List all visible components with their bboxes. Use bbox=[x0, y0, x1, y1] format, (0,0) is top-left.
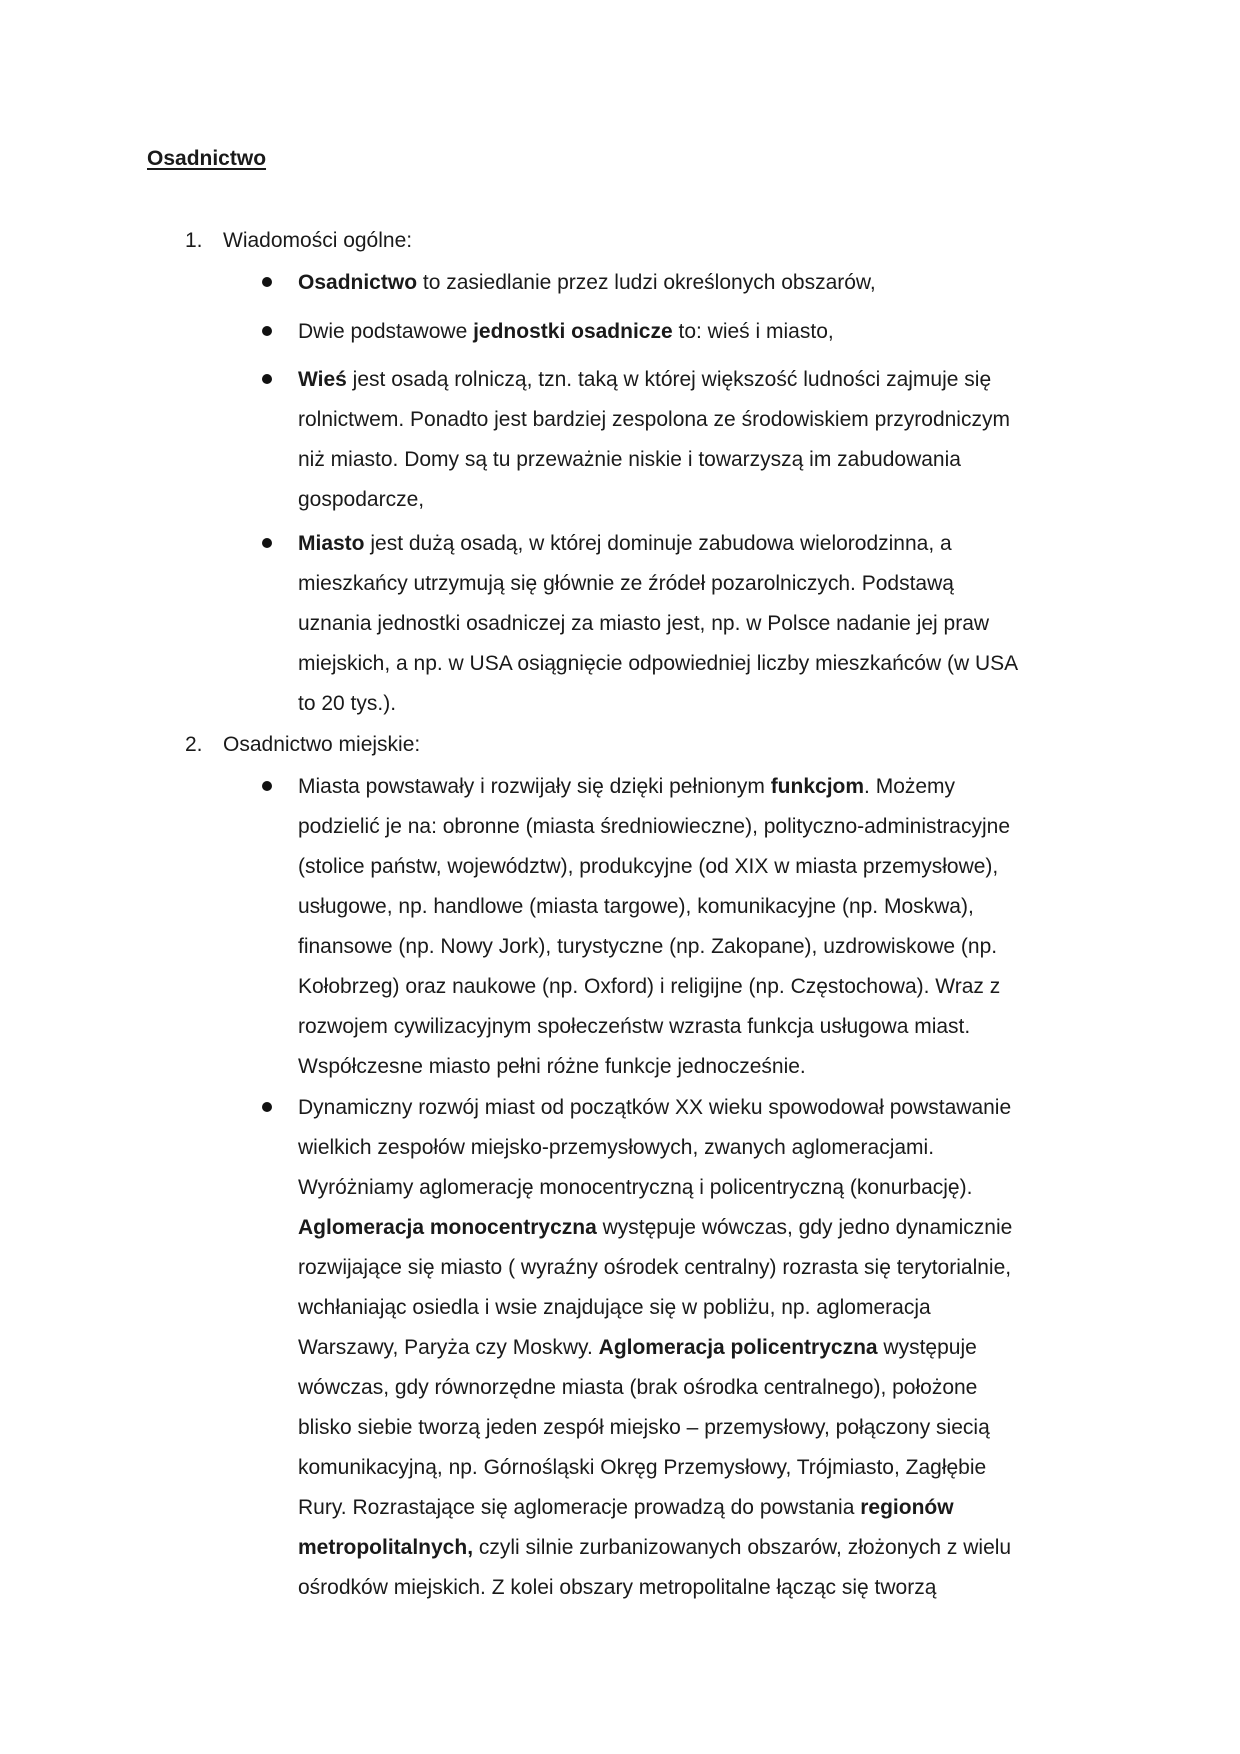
bold-term: Osadnictwo bbox=[298, 271, 418, 294]
text-line bbox=[298, 684, 1098, 724]
bold-term: Miasto bbox=[298, 532, 365, 555]
text-run: czyli silnie zurbanizowanych obszarów, złożonych z wielu bbox=[473, 1536, 1012, 1559]
section-number: 2. bbox=[185, 733, 203, 756]
text-run: ośrodków miejskich. Z kolei obszary metropolitalne łącząc się tworzą bbox=[298, 1576, 937, 1599]
text-run: niż miasto. Domy są tu przeważnie niskie i towarzyszą im zabudowania bbox=[298, 448, 961, 471]
text-run: (stolice państw, województw), produkcyjne (od XIX w miasta przemysłowe), bbox=[298, 855, 999, 878]
text-run: to 20 tys.). bbox=[298, 692, 397, 715]
text-line bbox=[298, 767, 1098, 807]
text-line bbox=[298, 564, 1098, 604]
text-line bbox=[298, 927, 1098, 967]
text-line bbox=[298, 1448, 1098, 1488]
text-line bbox=[298, 1007, 1098, 1047]
text-run: rozwijające się miasto ( wyraźny ośrodek centralny) rozrasta się terytorialnie, bbox=[298, 1256, 1012, 1279]
text-line bbox=[298, 1528, 1098, 1568]
text-run: występuje bbox=[877, 1336, 977, 1359]
text-line bbox=[298, 263, 1098, 303]
text-line bbox=[298, 1408, 1098, 1448]
text-line bbox=[298, 1168, 1098, 1208]
list-item bbox=[298, 524, 1098, 724]
text-run: blisko siebie tworzą jeden zespół miejsko – przemysłowy, połączony siecią bbox=[298, 1416, 990, 1439]
list-item bbox=[298, 360, 1098, 520]
list-item bbox=[298, 767, 1098, 1087]
text-line bbox=[298, 1047, 1098, 1087]
text-line bbox=[298, 847, 1098, 887]
text-run: Dynamiczny rozwój miast od początków XX wieku spowodował powstawanie bbox=[298, 1096, 1012, 1119]
bold-term: regionów bbox=[860, 1496, 954, 1519]
text-run: uznania jednostki osadniczej za miasto jest, np. w Polsce nadanie jej praw bbox=[298, 612, 990, 635]
section-number: 1. bbox=[185, 229, 203, 252]
text-line bbox=[298, 1288, 1098, 1328]
text-line bbox=[298, 1368, 1098, 1408]
text-run: rolnictwem. Ponadto jest bardziej zespolona ze środowiskiem przyrodniczym bbox=[298, 408, 1010, 431]
text-line bbox=[298, 1128, 1098, 1168]
text-run: mieszkańcy utrzymują się głównie ze źródeł pozarolniczych. Podstawą bbox=[298, 572, 954, 595]
text-line bbox=[298, 1088, 1098, 1128]
text-line bbox=[298, 1328, 1098, 1368]
text-run: Miasta powstawały i rozwijały się dzięki pełnionym bbox=[298, 775, 771, 798]
text-run: miejskich, a np. w USA osiągnięcie odpowiedniej liczby mieszkańców (w USA bbox=[298, 652, 1019, 675]
text-line bbox=[298, 400, 1098, 440]
text-line bbox=[298, 604, 1098, 644]
section-heading-1 bbox=[185, 228, 412, 254]
text-run: . Możemy bbox=[864, 775, 956, 798]
text-run: wielkich zespołów miejsko-przemysłowych, zwanych aglomeracjami. bbox=[298, 1136, 935, 1159]
text-run: finansowe (np. Nowy Jork), turystyczne (np. Zakopane), uzdrowiskowe (np. bbox=[298, 935, 998, 958]
text-line bbox=[298, 644, 1098, 684]
text-run: to zasiedlanie przez ludzi określonych obszarów, bbox=[417, 271, 876, 294]
bold-term: Aglomeracja monocentryczna bbox=[298, 1216, 597, 1239]
text-run: jest osadą rolniczą, tzn. taką w której większość ludności zajmuje się bbox=[346, 368, 992, 391]
text-run: podzielić je na: obronne (miasta średniowieczne), polityczno-administracyjne bbox=[298, 815, 1011, 838]
bold-term: Wieś bbox=[298, 368, 347, 391]
text-run: jest dużą osadą, w której dominuje zabudowa wielorodzinna, a bbox=[364, 532, 952, 555]
bold-term: funkcjom bbox=[770, 775, 865, 798]
text-line bbox=[298, 480, 1098, 520]
text-run: występuje wówczas, gdy jedno dynamicznie bbox=[596, 1216, 1013, 1239]
text-line bbox=[298, 360, 1098, 400]
list-item bbox=[298, 1088, 1098, 1608]
text-run: Rury. Rozrastające się aglomeracje prowadzą do powstania bbox=[298, 1496, 861, 1519]
section-heading-text: Osadnictwo miejskie: bbox=[223, 733, 421, 756]
text-line bbox=[298, 887, 1098, 927]
text-run: gospodarcze, bbox=[298, 488, 425, 511]
text-run: usługowe, np. handlowe (miasta targowe), komunikacyjne (np. Moskwa), bbox=[298, 895, 974, 918]
text-run: to: wieś i miasto, bbox=[672, 320, 834, 343]
text-run: Współczesne miasto pełni różne funkcje jednocześnie. bbox=[298, 1055, 806, 1078]
text-line bbox=[298, 967, 1098, 1007]
section-heading-2 bbox=[185, 732, 420, 758]
text-run: wówczas, gdy równorzędne miasta (brak ośrodka centralnego), położone bbox=[298, 1376, 978, 1399]
bold-term: Aglomeracja policentryczna bbox=[598, 1336, 878, 1359]
text-run: Kołobrzeg) oraz naukowe (np. Oxford) i religijne (np. Częstochowa). Wraz z bbox=[298, 975, 1001, 998]
text-run: Dwie podstawowe bbox=[298, 320, 474, 343]
text-line bbox=[298, 440, 1098, 480]
text-line bbox=[298, 1208, 1098, 1248]
text-line bbox=[298, 807, 1098, 847]
text-line bbox=[298, 1248, 1098, 1288]
text-run: wchłaniając osiedla i wsie znajdujące się w pobliżu, np. aglomeracja bbox=[298, 1296, 931, 1319]
text-line bbox=[298, 524, 1098, 564]
text-run: komunikacyjną, np. Górnośląski Okręg Przemysłowy, Trójmiasto, Zagłębie bbox=[298, 1456, 987, 1479]
bold-term: jednostki osadnicze bbox=[473, 320, 673, 343]
text-line bbox=[298, 312, 1098, 352]
text-run: Warszawy, Paryża czy Moskwy. bbox=[298, 1336, 599, 1359]
list-item bbox=[298, 263, 1098, 303]
bold-term: metropolitalnych, bbox=[298, 1536, 474, 1559]
text-run: Wyróżniamy aglomerację monocentryczną i policentryczną (konurbację). bbox=[298, 1176, 973, 1199]
page-title: Osadnictwo bbox=[147, 147, 267, 170]
text-line bbox=[298, 1568, 1098, 1608]
section-heading-text: Wiadomości ogólne: bbox=[223, 229, 413, 252]
list-item bbox=[298, 312, 1098, 352]
text-line bbox=[298, 1488, 1098, 1528]
text-run: rozwojem cywilizacyjnym społeczeństw wzrasta funkcja usługowa miast. bbox=[298, 1015, 971, 1038]
